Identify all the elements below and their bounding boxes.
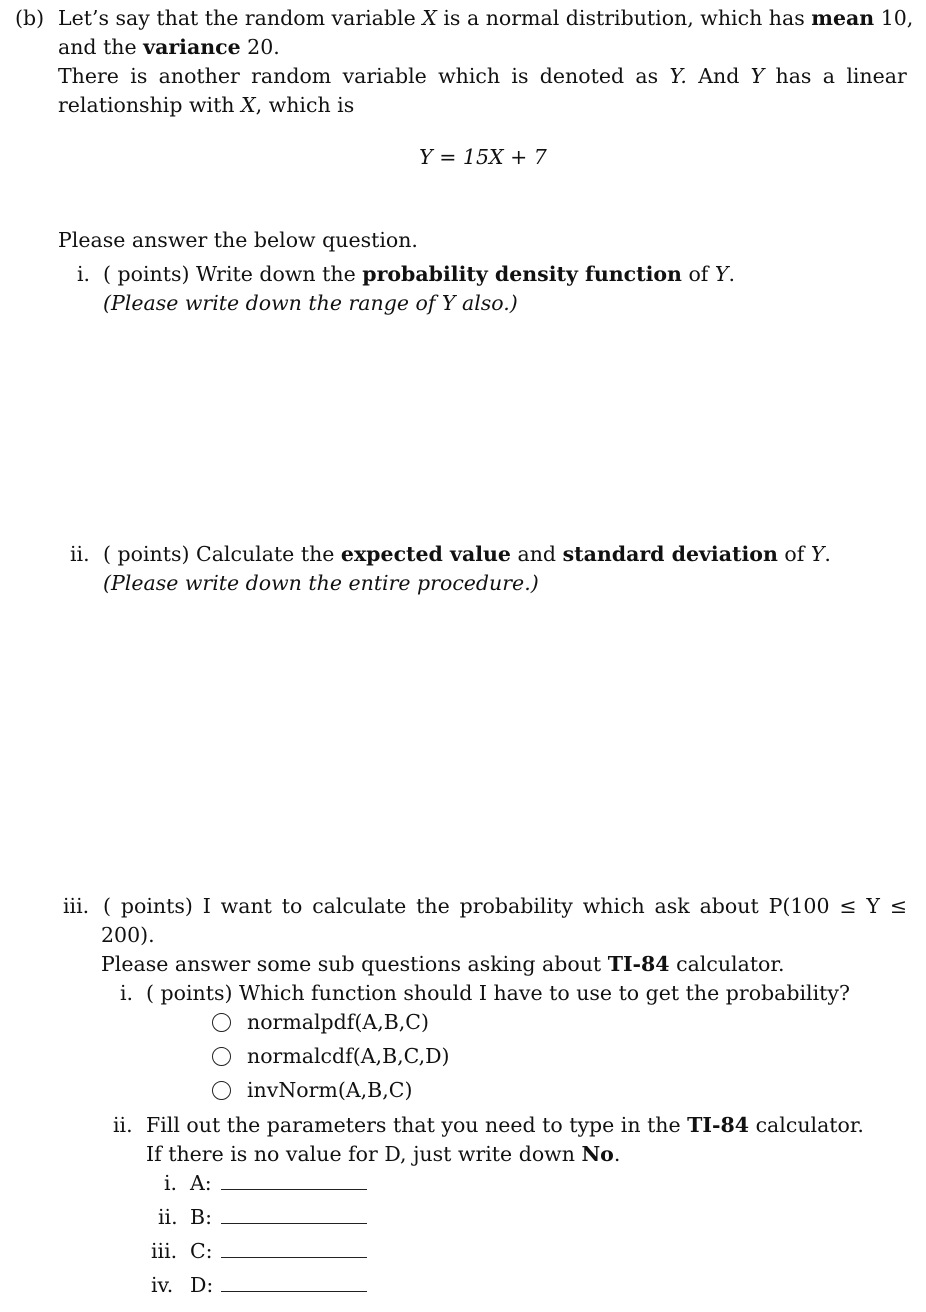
- word: (: [103, 894, 111, 918]
- word: another: [158, 64, 240, 88]
- intro-line-1: Let’s say that the random variable X is a normal distribution, which has mean 10,: [58, 6, 914, 30]
- q2-text: ( points) Calculate the expected value and standard deviation of Y.: [103, 542, 831, 566]
- blank-c-input[interactable]: [221, 1257, 367, 1258]
- q3-sub1-number: i.: [120, 981, 134, 1005]
- q3-sub1-text: ( points) Which function should I have to use to get the probability?: [146, 981, 850, 1005]
- option-invnorm-label: invNorm(A,B,C): [247, 1078, 413, 1102]
- blank-b-input[interactable]: [221, 1223, 367, 1224]
- intro-line-2: and the variance 20.: [58, 35, 280, 59]
- q1-note: (Please write down the range of Y also.): [103, 291, 518, 315]
- q3-line-3: Please answer some sub questions asking about TI-84 calculator.: [101, 952, 785, 976]
- blank-d-input[interactable]: [221, 1291, 367, 1292]
- word: I: [202, 894, 211, 918]
- blank-b-label: B:: [190, 1205, 212, 1229]
- q1-answer-area[interactable]: [100, 325, 900, 530]
- blank-d-label: D:: [190, 1273, 214, 1297]
- word: has: [775, 64, 812, 88]
- option-normalcdf-label: normalcdf(A,B,C,D): [247, 1044, 450, 1068]
- blank-a-number: i.: [164, 1171, 178, 1195]
- q2-note: (Please write down the entire procedure.): [103, 571, 539, 595]
- word: to: [281, 894, 303, 918]
- q3-number: iii.: [63, 894, 90, 918]
- word: P(100: [768, 894, 830, 918]
- word: probability: [459, 894, 573, 918]
- blank-a-input[interactable]: [221, 1189, 367, 1190]
- word: about: [699, 894, 759, 918]
- q2-answer-area[interactable]: [100, 605, 900, 880]
- blank-c-number: iii.: [151, 1239, 178, 1263]
- q3-sub2-line-2: If there is no value for D, just write down No.: [146, 1142, 621, 1166]
- blank-d-number: iv.: [151, 1273, 174, 1297]
- blank-a-label: A:: [190, 1171, 212, 1195]
- word: linear: [846, 64, 907, 88]
- word: variable: [342, 64, 427, 88]
- q3-sub2-number: ii.: [113, 1113, 133, 1137]
- word: Y.: [669, 64, 687, 88]
- prompt: Please answer the below question.: [58, 228, 418, 252]
- word: ≤: [839, 894, 857, 918]
- word: There: [58, 64, 119, 88]
- equation: Y = 15X + 7: [419, 145, 547, 169]
- word: which: [438, 64, 501, 88]
- radio-invnorm[interactable]: [212, 1081, 231, 1100]
- part-label: (b): [15, 6, 45, 30]
- word: is: [130, 64, 148, 88]
- word: calculate: [312, 894, 407, 918]
- word: points): [120, 894, 193, 918]
- word: as: [635, 64, 659, 88]
- blank-c-label: C:: [190, 1239, 213, 1263]
- word: a: [822, 64, 835, 88]
- word: random: [251, 64, 332, 88]
- q3-line-1: [103, 896, 907, 917]
- q3-sub2-text: Fill out the parameters that you need to type in the TI-84 calculator.: [146, 1113, 864, 1137]
- blank-b-number: ii.: [158, 1205, 178, 1229]
- word: Y: [866, 894, 880, 918]
- word: the: [416, 894, 450, 918]
- radio-normalcdf[interactable]: [212, 1047, 231, 1066]
- word: ask: [654, 894, 690, 918]
- q2-number: ii.: [70, 542, 90, 566]
- q1-text: ( points) Write down the probability density function of Y.: [103, 262, 735, 286]
- word: ≤: [889, 894, 907, 918]
- word: want: [220, 894, 272, 918]
- intro-line-4: relationship with X, which is: [58, 93, 355, 117]
- word: And: [698, 64, 740, 88]
- intro-line-3: [58, 66, 907, 87]
- q1-number: i.: [77, 262, 91, 286]
- option-normalpdf-label: normalpdf(A,B,C): [247, 1010, 429, 1034]
- radio-normalpdf[interactable]: [212, 1013, 231, 1032]
- word: denoted: [539, 64, 625, 88]
- word: Y: [750, 64, 765, 88]
- q3-line-2: 200).: [101, 923, 155, 947]
- word: which: [582, 894, 645, 918]
- word: is: [511, 64, 529, 88]
